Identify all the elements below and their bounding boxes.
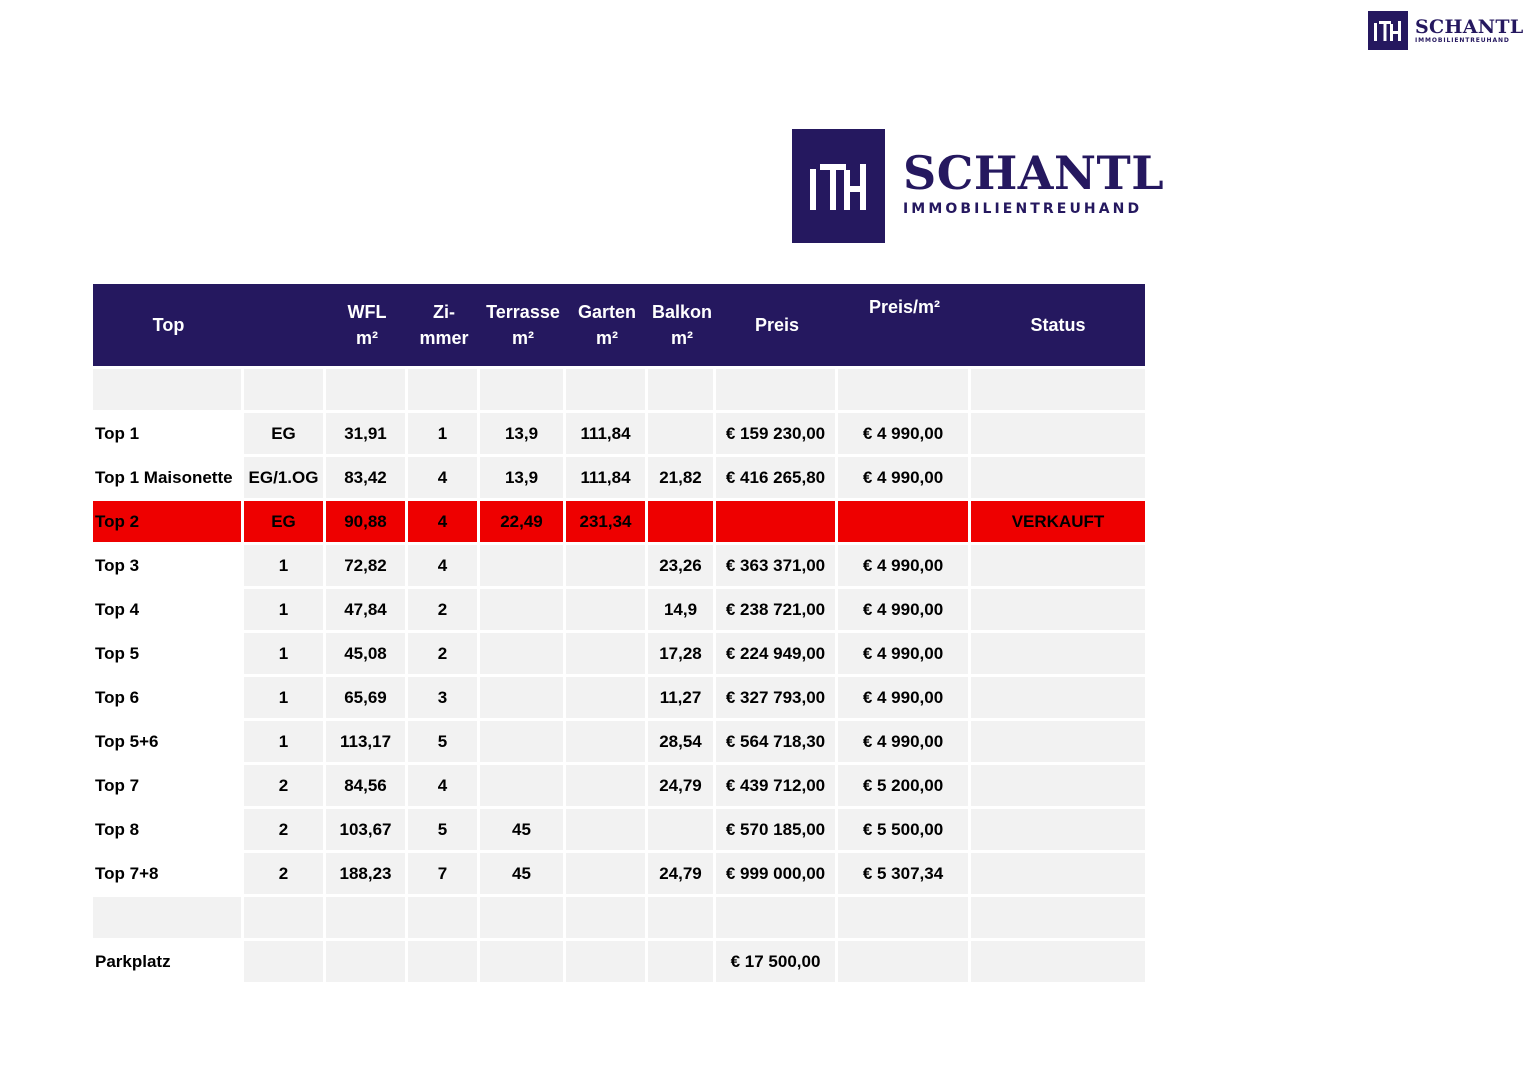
brand-tagline: IMMOBILIENTREUHAND [903,201,1143,217]
cell-top: Top 7 [93,765,244,809]
cell-status [971,633,1145,677]
cell-floor: 1 [244,677,326,721]
cell-terrasse [480,941,566,985]
cell-zimmer [408,941,480,985]
cell-status [971,897,1145,941]
cell-floor: 2 [244,809,326,853]
cell-balkon: 21,82 [648,457,716,501]
header-terrasse: Terrasse m² [480,284,566,366]
cell-top: Top 5 [93,633,244,677]
table-row [93,545,1145,589]
cell-wfl [326,897,408,941]
cell-preis [716,501,838,545]
cell-status [971,366,1145,413]
table-header-row [93,284,1145,366]
cell-floor: 1 [244,589,326,633]
main-logo [792,129,1164,243]
table-row [93,501,1145,545]
cell-garten: 231,34 [566,501,648,545]
cell-wfl: 83,42 [326,457,408,501]
cell-zimmer [408,897,480,941]
cell-balkon [648,809,716,853]
cell-garten [566,853,648,897]
cell-floor: EG [244,413,326,457]
cell-preis-m2 [838,501,971,545]
cell-top: Top 7+8 [93,853,244,897]
cell-preis: € 999 000,00 [716,853,838,897]
cell-terrasse: 45 [480,853,566,897]
cell-zimmer: 2 [408,633,480,677]
table-row [93,853,1145,897]
cell-terrasse [480,721,566,765]
cell-top [93,366,244,413]
cell-terrasse [480,677,566,721]
table-row [93,413,1145,457]
main-logo-words [903,147,1164,217]
cell-wfl: 47,84 [326,589,408,633]
price-table [93,284,1145,985]
cell-zimmer: 7 [408,853,480,897]
cell-zimmer: 4 [408,457,480,501]
cell-preis-m2 [838,366,971,413]
cell-balkon [648,413,716,457]
cell-garten [566,765,648,809]
header-garten: Garten m² [566,284,648,366]
cell-status [971,941,1145,985]
cell-top: Top 3 [93,545,244,589]
cell-preis: € 327 793,00 [716,677,838,721]
brand-tagline: IMMOBILIENTREUHAND [1415,36,1510,44]
cell-preis-m2 [838,897,971,941]
cell-preis-m2: € 5 307,34 [838,853,971,897]
cell-wfl [326,366,408,413]
cell-zimmer: 5 [408,809,480,853]
cell-preis: € 439 712,00 [716,765,838,809]
cell-status [971,809,1145,853]
corner-logo-words [1415,17,1524,45]
cell-balkon: 17,28 [648,633,716,677]
cell-garten [566,633,648,677]
cell-preis-m2: € 5 500,00 [838,809,971,853]
cell-preis: € 564 718,30 [716,721,838,765]
table-row [93,809,1145,853]
cell-terrasse: 22,49 [480,501,566,545]
header-wfl: WFL m² [326,284,408,366]
cell-preis: € 416 265,80 [716,457,838,501]
table-row [93,457,1145,501]
cell-balkon: 14,9 [648,589,716,633]
cell-garten: 111,84 [566,413,648,457]
cell-status [971,589,1145,633]
cell-floor: EG [244,501,326,545]
cell-wfl [326,941,408,985]
cell-top: Top 1 [93,413,244,457]
cell-preis-m2: € 4 990,00 [838,677,971,721]
cell-terrasse [480,897,566,941]
cell-zimmer [408,366,480,413]
cell-terrasse [480,633,566,677]
cell-top: Top 5+6 [93,721,244,765]
cell-preis: € 159 230,00 [716,413,838,457]
cell-floor: 2 [244,853,326,897]
table-row [93,941,1145,985]
cell-floor [244,897,326,941]
cell-balkon: 23,26 [648,545,716,589]
cell-preis-m2 [838,941,971,985]
header-status: Status [971,284,1145,366]
cell-garten [566,366,648,413]
cell-floor [244,941,326,985]
cell-floor: 1 [244,633,326,677]
cell-preis-m2: € 4 990,00 [838,721,971,765]
cell-zimmer: 3 [408,677,480,721]
ith-logo-icon [792,129,885,243]
cell-garten [566,589,648,633]
cell-floor: 1 [244,545,326,589]
cell-status [971,853,1145,897]
cell-top: Top 2 [93,501,244,545]
table-row [93,897,1145,941]
cell-balkon: 24,79 [648,853,716,897]
cell-floor: 1 [244,721,326,765]
brand-name: SCHANTL [1415,15,1524,38]
cell-preis [716,366,838,413]
cell-terrasse: 13,9 [480,413,566,457]
cell-zimmer: 4 [408,501,480,545]
cell-wfl: 113,17 [326,721,408,765]
cell-floor: 2 [244,765,326,809]
cell-garten [566,941,648,985]
cell-status [971,457,1145,501]
cell-status [971,413,1145,457]
cell-preis: € 238 721,00 [716,589,838,633]
cell-wfl: 72,82 [326,545,408,589]
cell-wfl: 31,91 [326,413,408,457]
table-row [93,366,1145,413]
cell-preis-m2: € 4 990,00 [838,545,971,589]
cell-terrasse [480,366,566,413]
table-body [93,366,1145,985]
cell-balkon [648,501,716,545]
cell-terrasse: 13,9 [480,457,566,501]
cell-balkon [648,941,716,985]
cell-balkon: 11,27 [648,677,716,721]
cell-zimmer: 4 [408,545,480,589]
cell-top: Top 4 [93,589,244,633]
cell-wfl: 84,56 [326,765,408,809]
table-row [93,589,1145,633]
cell-preis-m2: € 4 990,00 [838,413,971,457]
ith-logo-icon [1368,11,1408,50]
cell-balkon [648,897,716,941]
cell-balkon: 24,79 [648,765,716,809]
cell-preis: € 570 185,00 [716,809,838,853]
header-zimmer: Zi- mmer [408,284,480,366]
cell-floor [244,366,326,413]
cell-terrasse [480,545,566,589]
header-top: Top [93,284,244,366]
cell-preis-m2: € 4 990,00 [838,589,971,633]
table-row [93,677,1145,721]
cell-top: Top 6 [93,677,244,721]
header-balkon: Balkon m² [648,284,716,366]
table-row [93,633,1145,677]
header-floor [244,284,326,366]
cell-wfl: 65,69 [326,677,408,721]
cell-top [93,897,244,941]
header-preis-m2: Preis/m² [838,284,971,366]
cell-wfl: 45,08 [326,633,408,677]
cell-status [971,545,1145,589]
table-row [93,765,1145,809]
cell-top: Top 8 [93,809,244,853]
cell-preis-m2: € 5 200,00 [838,765,971,809]
cell-preis [716,897,838,941]
cell-balkon [648,366,716,413]
cell-garten [566,677,648,721]
cell-garten [566,545,648,589]
cell-floor: EG/1.OG [244,457,326,501]
cell-wfl: 90,88 [326,501,408,545]
brand-name: SCHANTL [903,146,1165,200]
cell-top: Top 1 Maisonette [93,457,244,501]
cell-status: VERKAUFT [971,501,1145,545]
cell-top: Parkplatz [93,941,244,985]
cell-zimmer: 5 [408,721,480,765]
cell-status [971,721,1145,765]
cell-zimmer: 1 [408,413,480,457]
cell-zimmer: 4 [408,765,480,809]
cell-wfl: 188,23 [326,853,408,897]
cell-balkon: 28,54 [648,721,716,765]
cell-zimmer: 2 [408,589,480,633]
cell-terrasse [480,765,566,809]
cell-preis: € 224 949,00 [716,633,838,677]
cell-garten [566,809,648,853]
cell-terrasse [480,589,566,633]
table-row [93,721,1145,765]
cell-status [971,677,1145,721]
cell-preis: € 363 371,00 [716,545,838,589]
cell-garten [566,897,648,941]
corner-logo [1368,11,1524,50]
cell-garten: 111,84 [566,457,648,501]
cell-status [971,765,1145,809]
cell-terrasse: 45 [480,809,566,853]
cell-preis-m2: € 4 990,00 [838,457,971,501]
header-preis: Preis [716,284,838,366]
cell-preis-m2: € 4 990,00 [838,633,971,677]
cell-garten [566,721,648,765]
cell-wfl: 103,67 [326,809,408,853]
cell-preis: € 17 500,00 [716,941,838,985]
